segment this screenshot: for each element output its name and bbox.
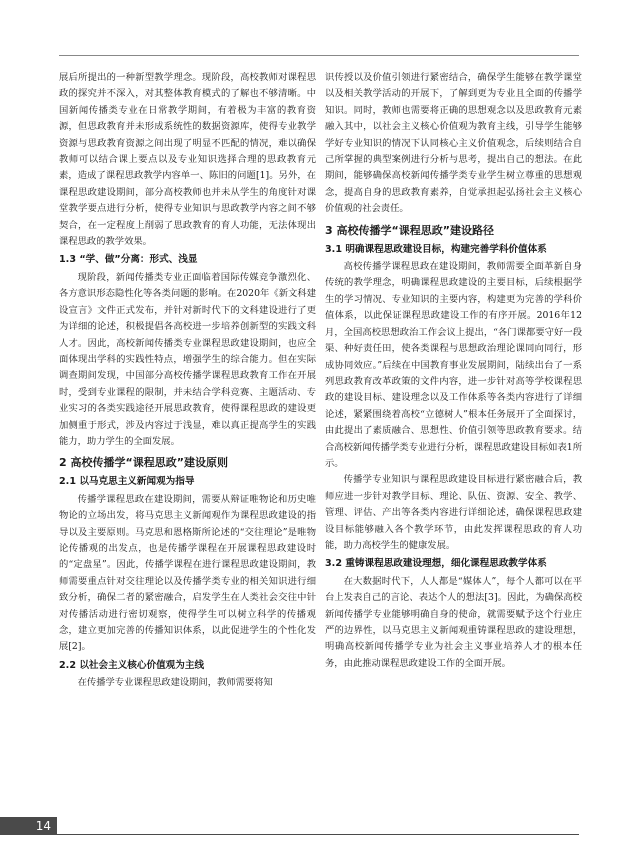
body-paragraph: 传播学专业知识与课程思政建设目标进行紧密融合后，教师应进一步针对教学目标、理论、队伍、资源、安全、教学、管理、评估、产出等各类内容进行详细论述，确保课程思政建设目标能够融入各个教学环节，由此发挥课程思政的育人功能，助力高校学生的健康发展。 <box>325 474 582 551</box>
subsection-heading: 3.1 明确课程思政建设目标，构建完善学科价值体系 <box>325 243 547 255</box>
left-column <box>59 70 316 692</box>
body-paragraph: 传播学课程思政在建设期间，需要从辩证唯物论和历史唯物论的立场出发，将马克思主义新闻观作为课程思政建设的指导以及主要原则。马克思和恩格斯所论述的“交往理论”是唯物论传播观的出发点，也是传播学课程在开展课程思政建设时的“定盘星”。因此，传播学课程在进行课程思政建设期间，教师需要重点针对交往理论以及传播学类专业的相关知识进行细致分析，确保二者的紧密融合，启发学生在人类社会交往中针对传播活动进行密切观察，使得学生可以树立科学的传播观念，建立更加完善的传播知识体系，以此促进学生的个性化发展[2]。 <box>59 493 316 653</box>
page-number-box <box>0 817 57 835</box>
body-paragraph: 高校传播学课程思政在建设期间，教师需要全面革新自身传统的教学理念，明确课程思政建设的主要目标，后续根据学生的学习情况、专业知识的主要内容，构建更为完善的学科价值体系，以此保证课程思政建设工作的有序开展。2016年12月，全国高校思想政治工作会议上提出，“各门课都要守好一段渠、种好责任田，使各类课程与思想政治理论课同向同行，形成协同效应。”后续在中国教育事业发展期间，陆续出台了一系列思政教育改革政策的文件内容，进一步针对高等学校课程思政的建设目标、建设理念以及工作体系等各类内容进行了详细论述，紧紧围绕着高校“立德树人”根本任务展开了全面探讨，由此提出了素质融合、思想性、价值引领等思政教育要求。结合高校新闻传播学类专业进行分析，课程思政建设目标如表1所示。 <box>325 261 582 469</box>
right-column <box>325 70 582 672</box>
page-number: 14 <box>35 819 51 833</box>
section-heading: 2 高校传播学“课程思政”建设原则 <box>59 456 228 470</box>
footer-rule <box>57 834 579 835</box>
subsection-heading: 3.2 重铸课程思政建设理想，细化课程思政教学体系 <box>325 558 547 570</box>
section-heading: 3 高校传播学“课程思政”建设路径 <box>325 223 494 237</box>
body-paragraph: 现阶段，新闻传播类专业正面临着国际传媒竞争激烈化、各方意识形态隐性化等各类问题的影响。在2020年《新文科建设宣言》文件正式发布，并针对新时代下的文科建设进行了更为详细的论述，积极提倡各高校进一步培养创新型的实践文科人才。因此，高校新闻传播类专业课程思政建设期间，也应全面体现出学科的实践性特点，增强学生的综合能力。但在实际调查期间发现，中国部分高校传播学课程思政教育工作在开展时，受到专业课程的限制，并未结合学科竞赛、主题活动、专业实习的各类实践途径开展思政教育，使得课程思政的建设更加侧重于形式，涉及内容过于浅显，难以真正提高学生的实践能力，助力学生的全面发展。 <box>59 271 316 447</box>
body-paragraph: 展后所提出的一种新型教学理念。现阶段，高校教师对课程思政的探究并不深入，对其整体教育模式的了解也不够清晰。中国新闻传播类专业在日常教学期间，有着极为丰富的教育资源，但思政教育并未形成系统性的数据资源库，使得专业教学资源与思政教育资源之间出现了明显不匹配的情况，难以确保教师可以结合课上要点以及专业知识选择合理的思政教育元素，造成了课程思政教学内容单一、陈旧的问题[1]。另外，在课程思政建设期间，部分高校教师也并未从学生的角度针对课堂教学要点进行分析，使得专业知识与思政教学内容之间不够契合，在一定程度上削弱了思政教育的育人功能，无法体现出课程思政的教学效果。 <box>59 72 316 248</box>
body-paragraph: 在大数据时代下，人人都是“媒体人”，每个人都可以在平台上发表自己的言论、表达个人的想法[3]。因此，为确保高校新闻传播学专业能够明确自身的使命，就需要赋予这个行业庄严的边界性，以马克思主义新闻观重铸课程思政的建设理想，明确高校新闻传播学专业为社会主义事业培养人才的根本任务，由此推动课程思政建设工作的全面开展。 <box>325 575 582 669</box>
subsection-heading: 1.3 “学、做”分离：形式、浅显 <box>59 254 198 266</box>
header-rule <box>59 55 579 56</box>
body-paragraph: 识传授以及价值引领进行紧密结合，确保学生能够在教学课堂以及相关教学活动的开展下，了解到更为专业且全面的传播学知识。同时，教师也需要将正确的思想观念以及思政教育元素融入其中，以社会主义核心价值观为教育主线，引导学生能够学好专业知识的情况下认同核心主义价值观念，后续则结合自己所掌握的典型案例进行分析与思考，提出自己的想法。在此期间，能够确保高校新闻传播学类专业学生树立尊重的思想观念，提高自身的思政教育素养，自觉承担起弘扬社会主义核心价值观的社会责任。 <box>325 72 582 215</box>
body-paragraph: 在传播学专业课程思政建设期间，教师需要将知 <box>77 677 273 689</box>
subsection-heading: 2.1 以马克思主义新闻观为指导 <box>59 476 195 488</box>
subsection-heading: 2.2 以社会主义核心价值观为主线 <box>59 659 205 671</box>
